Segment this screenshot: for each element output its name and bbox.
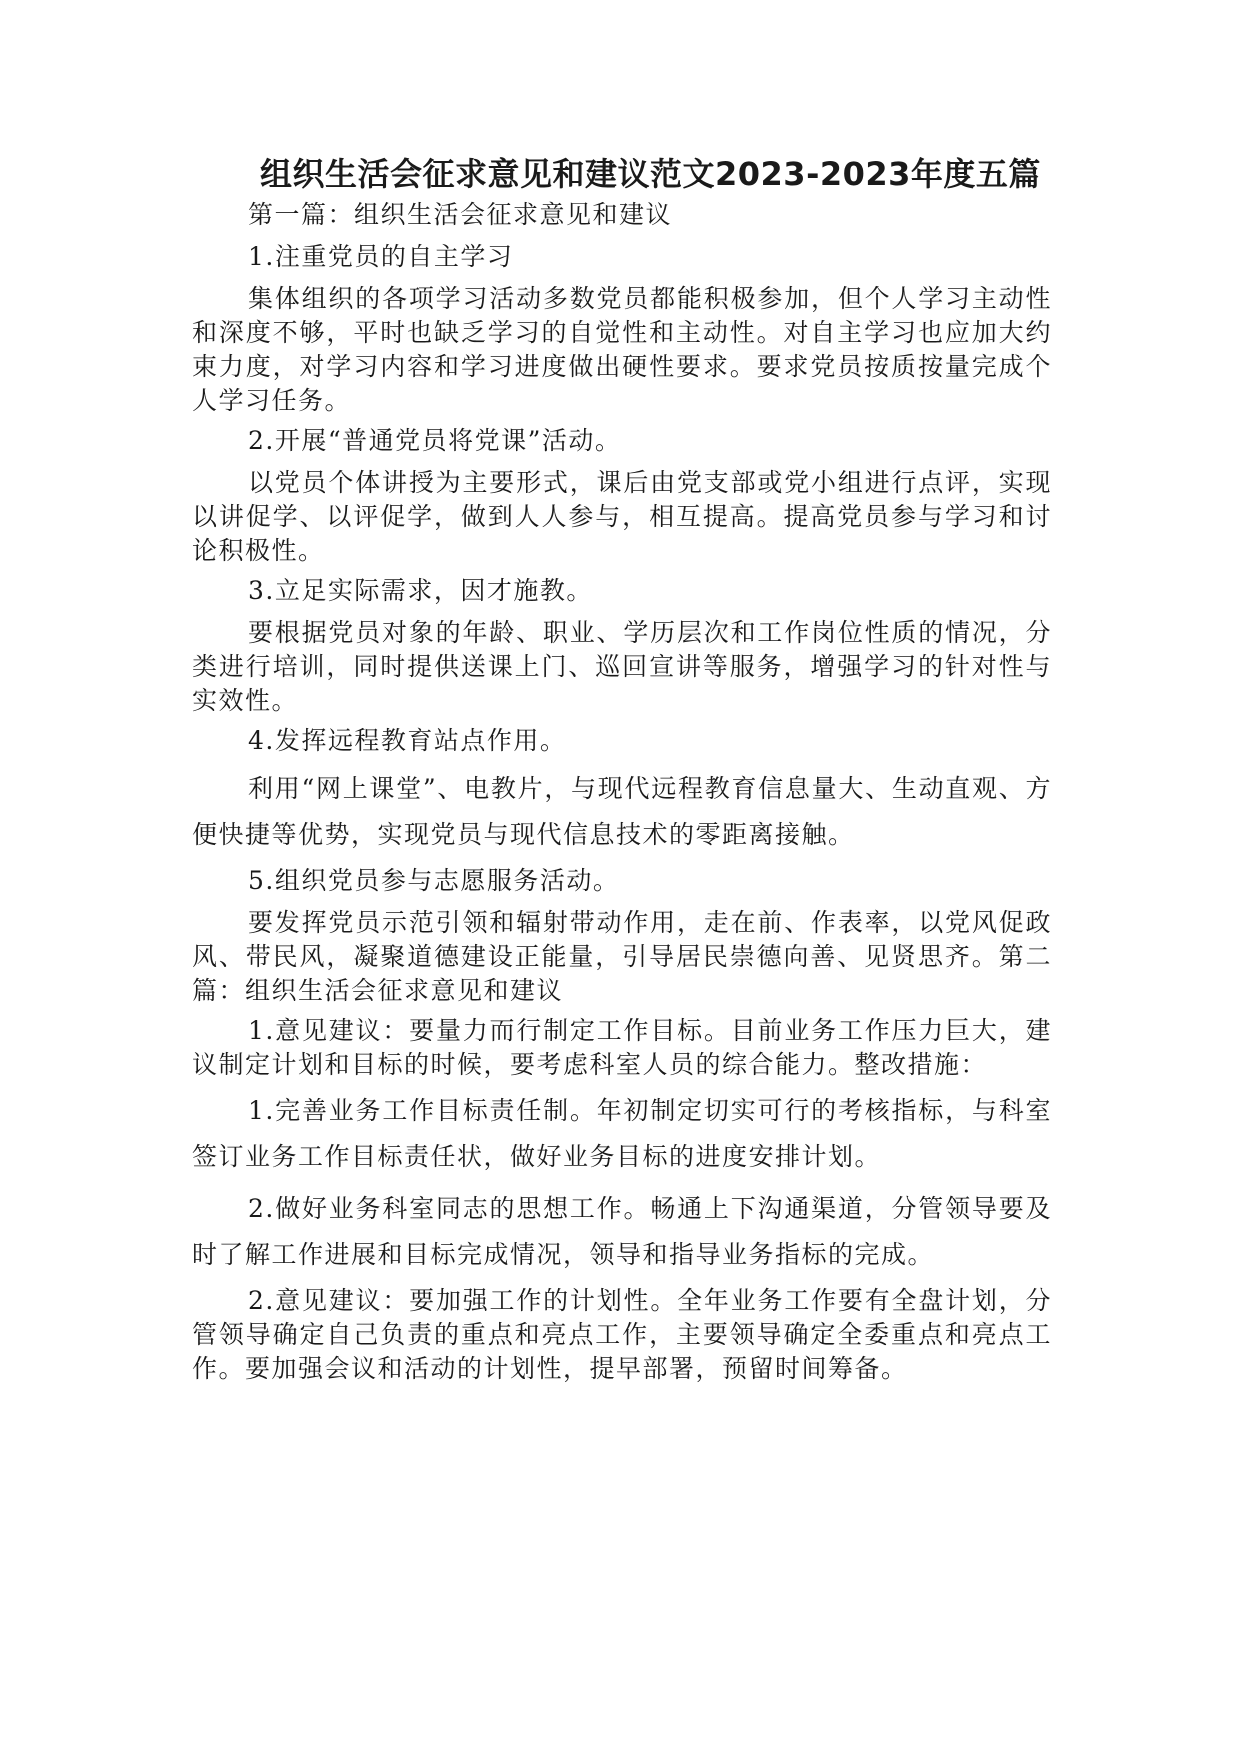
paragraph-7: 1.完善业务工作目标责任制。年初制定切实可行的考核指标，与科室签订业务工作目标责任状，做好业务目标的进度安排计划。 [192,1096,1052,1171]
paragraph-2: 以党员个体讲授为主要形式，课后由党支部或党小组进行点评，实现以讲促学、以评促学，做到人人参与，相互提高。提高党员参与学习和讨论积极性。 [192,468,1052,565]
section-heading-1: 第一篇：组织生活会征求意见和建议 [248,200,673,229]
document-title: 组织生活会征求意见和建议范文2023-2023年度五篇 [260,155,1041,193]
item-heading-4: 4.发挥远程教育站点作用。 [248,726,567,755]
document-body [192,198,1052,1386]
item-heading-3: 3.立足实际需求，因才施教。 [248,576,593,605]
paragraph-6: 1.意见建议：要量力而行制定工作目标。目前业务工作压力巨大，建议制定计划和目标的时候，要考虑科室人员的综合能力。整改措施： [192,1016,1052,1079]
item-heading-5: 5.组织党员参与志愿服务活动。 [248,866,620,895]
paragraph-4: 利用“网上课堂”、电教片，与现代远程教育信息量大、生动直观、方便快捷等优势，实现党员与现代信息技术的零距离接触。 [192,774,1052,849]
paragraph-8: 2.做好业务科室同志的思想工作。畅通上下沟通渠道，分管领导要及时了解工作进展和目标完成情况，领导和指导业务指标的完成。 [192,1194,1052,1269]
item-heading-2: 2.开展“普通党员将党课”活动。 [248,426,622,455]
paragraph-3: 要根据党员对象的年龄、职业、学历层次和工作岗位性质的情况，分类进行培训，同时提供送课上门、巡回宣讲等服务，增强学习的针对性与实效性。 [192,618,1052,715]
document-page [192,150,1052,1392]
item-heading-1: 1.注重党员的自主学习 [248,242,514,271]
paragraph-1: 集体组织的各项学习活动多数党员都能积极参加，但个人学习主动性和深度不够，平时也缺乏学习的自觉性和主动性。对自主学习也应加大约束力度，对学习内容和学习进度做出硬性要求。要求党员按质按量完成个人学习任务。 [192,284,1052,415]
paragraph-5: 要发挥党员示范引领和辐射带动作用，走在前、作表率，以党风促政风、带民风，凝聚道德建设正能量，引导居民崇德向善、见贤思齐。第二篇：组织生活会征求意见和建议 [192,908,1052,1005]
paragraph-9: 2.意见建议：要加强工作的计划性。全年业务工作要有全盘计划，分管领导确定自己负责的重点和亮点工作，主要领导确定全委重点和亮点工作。要加强会议和活动的计划性，提早部署，预留时间筹备。 [192,1286,1052,1383]
